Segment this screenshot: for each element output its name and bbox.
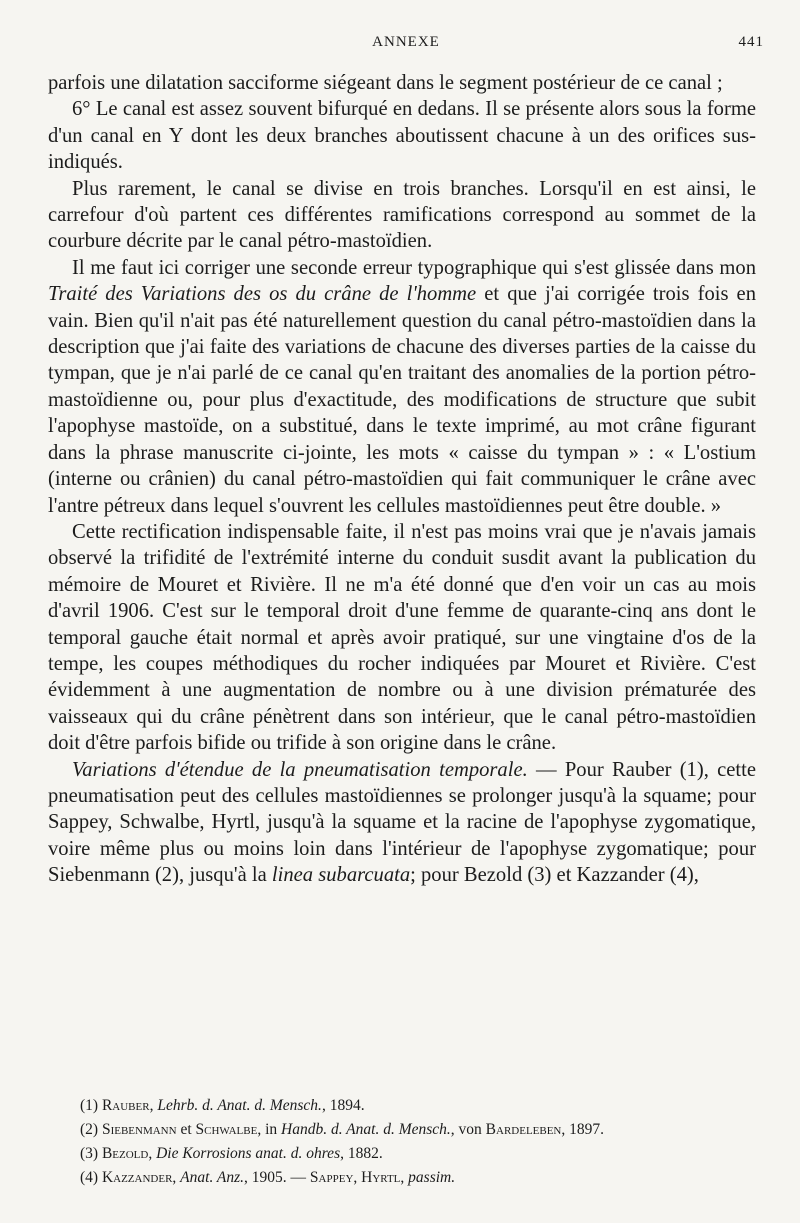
paragraph-pneumatisation-text-b: ; pour Bezold (3) et Kazzander (4),: [410, 864, 699, 887]
paragraph-correction: [48, 255, 756, 519]
footnote-separator: ,: [149, 1097, 158, 1114]
footnote-number: (4): [80, 1169, 102, 1186]
footnote-separator: , in: [257, 1121, 281, 1138]
footnotes: [80, 1094, 760, 1190]
footnote-author: Siebenmann: [101, 1121, 177, 1138]
footnote-year: , 1894.: [321, 1097, 365, 1114]
paragraph-correction-text-a: Il me faut ici corriger une seconde erreur typographique qui s'est glissée dans mon: [72, 256, 756, 279]
footnote-year: , 1882.: [340, 1145, 383, 1162]
paragraph-trifurcation: Plus rarement, le canal se divise en trois branches. Lorsqu'il en est ainsi, le carrefour d'où partent ces différentes ramifications correspond au sommet de la courbure décrite par le canal pétro-mastoïdien.: [48, 177, 756, 253]
paragraph-pneumatisation: [48, 757, 756, 889]
footnote-author: Kazzander: [101, 1169, 173, 1186]
footnote-1: [80, 1094, 760, 1118]
footnote-title: Lehrb. d. Anat. d. Mensch.: [157, 1097, 322, 1114]
footnote-4: [80, 1166, 760, 1190]
footnote-author: Rauber: [101, 1097, 150, 1114]
footnote-number: (3): [80, 1145, 102, 1162]
footnote-year: , 1905. —: [244, 1169, 310, 1186]
footnote-author: Hyrtl: [361, 1169, 401, 1186]
footnote-title: Die Korrosions anat. d. ohres: [156, 1145, 341, 1162]
running-title: ANNEXE: [372, 34, 440, 50]
paragraph-correction-text-b: et que j'ai corrigée trois fois en vain. Bien qu'il n'ait pas été naturellement question du canal pétro-mastoïdien dans la description que j'ai faite des variations de chacune des diverses parties de la caisse du tympan, que je n'ai parlé de ce canal qu'en traitant des anomalies de la portion pétro-mastoïdienne ou, pour plus d'exactitude, des modifications de structure que subit l'apophyse mastoïde, on a substitué, dans le texte imprimé, au mot crâne figurant dans la phrase manuscrite ci-jointe, les mots « caisse du tympan » : « L'ostium (interne ou crânien) du canal pétro-mastoïdien qui fait communiquer le crâne avec l'antre pétreux dans lequel s'ouvrent les cellules mastoïdiennes peut être double. »: [48, 283, 756, 517]
footnote-separator: ,: [400, 1169, 409, 1186]
page-number: 441: [738, 34, 764, 50]
footnote-title: Anat. Anz.: [180, 1169, 245, 1186]
footnote-separator: et: [176, 1121, 196, 1138]
anatomical-term: linea subarcuata: [271, 864, 411, 887]
footnote-author: Bardeleben: [485, 1121, 562, 1138]
book-title: Traité des Variations des os du crâne de l'homme: [48, 283, 477, 306]
footnote-author: Sappey: [309, 1169, 354, 1186]
paragraph-bifurcation: 6° Le canal est assez souvent bifurqué en dedans. Il se présente alors sous la forme d'un canal en Y dont les deux branches aboutissent chacune à un des orifices sus-indiqués.: [48, 98, 756, 174]
footnote-separator: , von: [450, 1121, 486, 1138]
footnote-passim: passim.: [408, 1169, 456, 1186]
paragraph-continuation: parfois une dilatation sacciforme siégeant dans le segment postérieur de ce canal ;: [48, 72, 723, 94]
footnote-number: (1): [80, 1097, 102, 1114]
paragraph-rectification: Cette rectification indispensable faite, il n'est pas moins vrai que je n'avais jamais observé la trifidité de l'extrémité interne du conduit susdit avant la publication du mémoire de Mouret et Rivière. Il ne m'a été donné que d'en voir un cas au mois d'avril 1906. C'est sur le temporal droit d'une femme de quarante-cinq ans dont le temporal gauche était normal et après avoir pratiqué, sur une vingtaine d'os de la tempe, les coupes méthodiques du rocher indiquées par Mouret et Rivière. C'est évidemment à une augmentation de nombre ou à une division prématurée des vaisseaux qui du crâne pénètrent dans son intérieur, que le canal pétro-mastoïdien doit d'être parfois bifide ou trifide à son origine dans le crâne.: [48, 520, 756, 755]
footnote-title: Handb. d. Anat. d. Mensch.: [281, 1121, 451, 1138]
paragraph-pneumatisation-text-a: — Pour Rauber (1), cette pneumatisation peut des cellules mastoïdiennes se prolonger jusqu'à la squame; pour Sappey, Schwalbe, Hyrtl, jusqu'à la squame et la racine de l'apophyse zygomatique, voire même plus ou moins loin dans l'intérieur de l'apophyse zygomatique; pour Siebenmann (2), jusqu'à la: [48, 758, 756, 887]
footnote-separator: ,: [353, 1169, 362, 1186]
running-header: [48, 34, 764, 58]
footnote-separator: ,: [172, 1169, 181, 1186]
footnote-year: , 1897.: [561, 1121, 605, 1138]
footnote-author: Bezold: [101, 1145, 149, 1162]
footnote-author: Schwalbe: [195, 1121, 258, 1138]
footnote-separator: ,: [148, 1145, 157, 1162]
footnote-3: [80, 1142, 760, 1166]
main-text: [48, 70, 756, 889]
footnote-2: [80, 1118, 760, 1142]
section-heading: Variations d'étendue de la pneumatisation temporale.: [72, 758, 528, 781]
footnote-number: (2): [80, 1121, 102, 1138]
